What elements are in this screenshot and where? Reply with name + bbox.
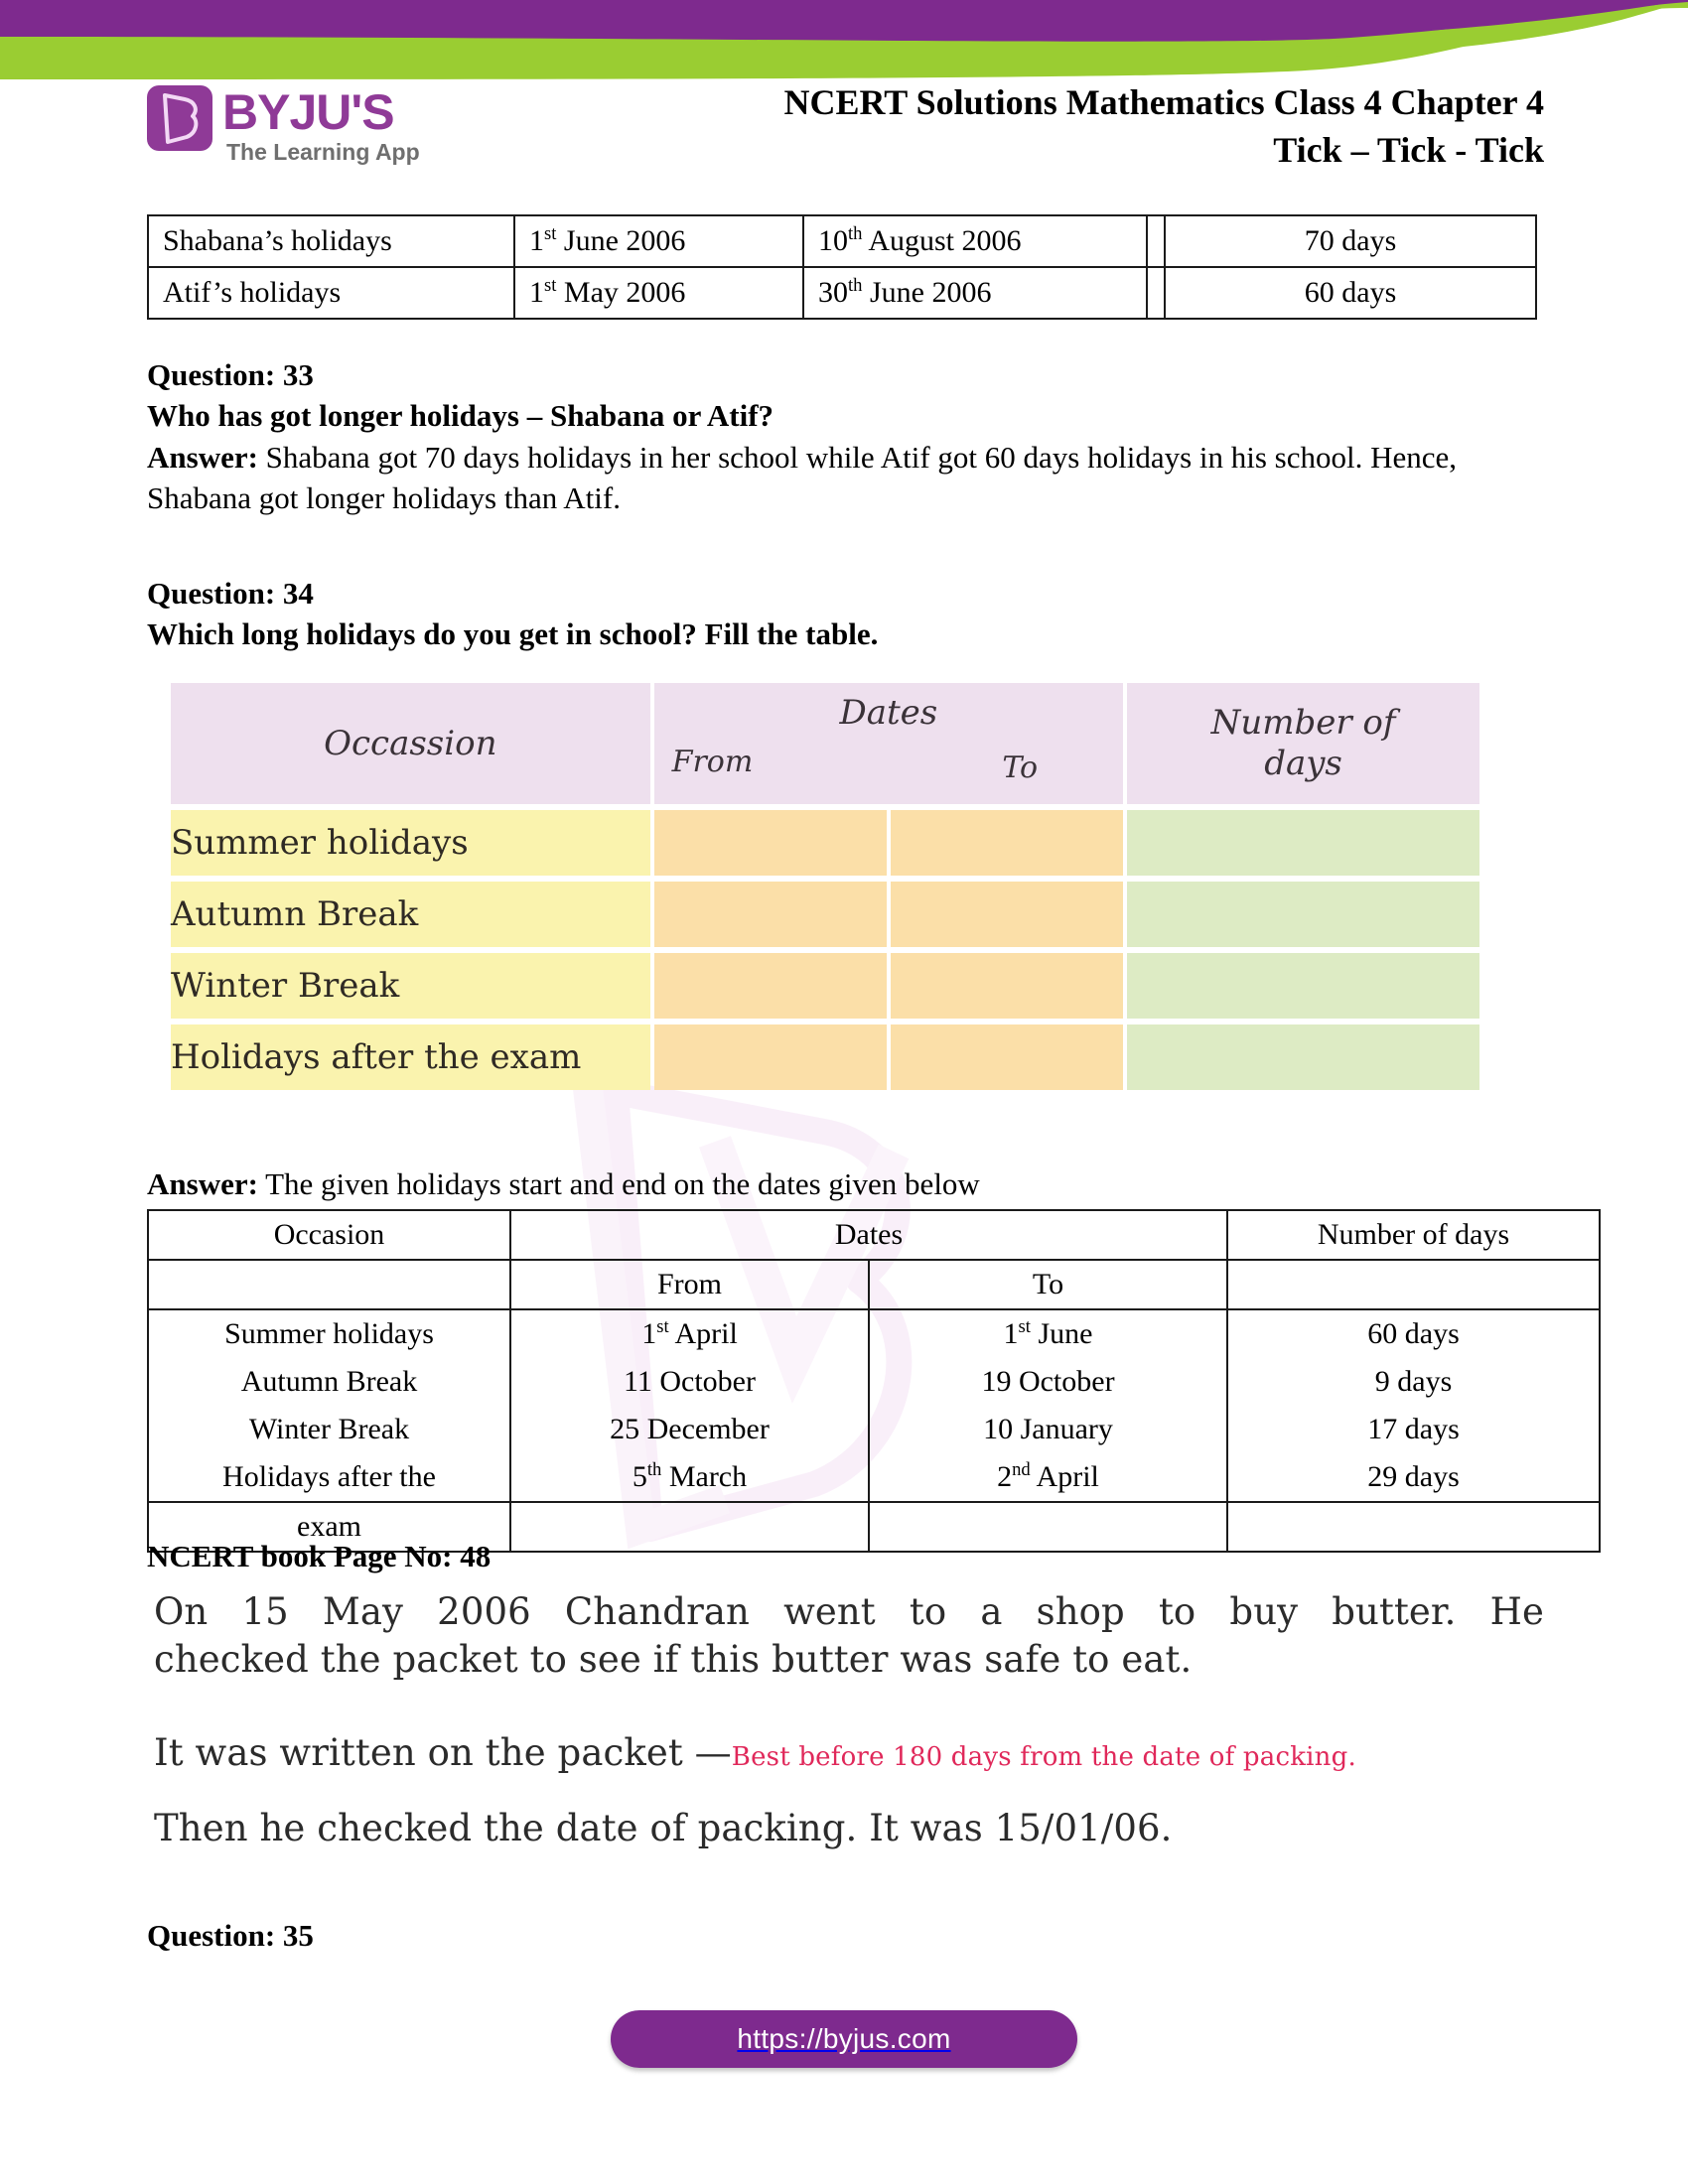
cell-from: 11 October (510, 1358, 869, 1406)
input-number-of-days[interactable] (1127, 953, 1479, 1019)
cell-to: 1st June (869, 1309, 1227, 1358)
header-dates-title: Dates (839, 693, 938, 733)
cell-days: 29 days (1227, 1453, 1600, 1502)
fill-table-row (171, 953, 1479, 1019)
input-to-date[interactable] (891, 810, 1123, 876)
ncert-book-scan-block (154, 1588, 1544, 1684)
question-33-text: Who has got longer holidays – Shabana or Atif? (147, 397, 774, 433)
cell-occasion: Winter Break (171, 953, 650, 1019)
cell-to-date: 10th August 2006 (803, 215, 1147, 267)
question-34-block (147, 574, 1537, 655)
cell-from: 1st April (510, 1309, 869, 1358)
cell-to-date: 30th June 2006 (803, 267, 1147, 319)
question-33-label: Question: 33 (147, 357, 314, 392)
subheader-to: To (869, 1260, 1227, 1309)
cell-spacer (1147, 215, 1165, 267)
book-line-1: On 15 May 2006 Chandran went to a shop to buy butter. He (154, 1590, 1544, 1633)
table-row (148, 267, 1536, 319)
cell-to: 19 October (869, 1358, 1227, 1406)
answer-table-subheader-row (148, 1260, 1600, 1309)
cell-occasion: Summer holidays (148, 1309, 510, 1358)
subheader-blank-2 (1227, 1260, 1600, 1309)
page-title (551, 79, 1544, 174)
answer-label: Answer: (147, 1166, 258, 1201)
fill-in-holidays-table[interactable] (167, 677, 1483, 1096)
header-number-of-days: Number of days (1227, 1210, 1600, 1260)
cell-spacer (1147, 267, 1165, 319)
question-34-text: Which long holidays do you get in school? Fill the table. (147, 615, 879, 651)
question-35-block (147, 1916, 1537, 1957)
question-35-label: Question: 35 (147, 1918, 314, 1953)
input-from-date[interactable] (654, 953, 887, 1019)
question-34-label: Question: 34 (147, 576, 314, 611)
book-line-3-red: Best before 180 days from the date of packing. (731, 1742, 1356, 1772)
question-33-answer (147, 437, 1537, 519)
cell-from: 25 December (510, 1406, 869, 1453)
byjus-logo-text: BYJU'S (222, 84, 394, 140)
cell-from: 5th March (510, 1453, 869, 1502)
ncert-book-scan-block-3 (154, 1805, 1544, 1852)
question-33-block (147, 355, 1537, 519)
table-row (148, 215, 1536, 267)
header-occasion: Occassion (171, 683, 650, 804)
header-dates (654, 683, 1123, 804)
page-title-line-1: NCERT Solutions Mathematics Class 4 Chapter 4 (783, 82, 1544, 122)
header-dates-from: From (671, 745, 754, 779)
table-row (148, 1406, 1600, 1453)
header-days-line-1: Number of (1210, 702, 1396, 743)
subheader-from: From (510, 1260, 869, 1309)
cell-occasion: Summer holidays (171, 810, 650, 876)
cell-occasion: Autumn Break (148, 1358, 510, 1406)
byjus-url-text: https://byjus.com (737, 2023, 951, 2054)
question-34-answer-block (147, 1163, 1537, 1205)
cell-to: 2nd April (869, 1453, 1227, 1502)
cell-days: 60 days (1227, 1309, 1600, 1358)
header-number-of-days (1127, 683, 1479, 804)
cell-days: 60 days (1165, 267, 1536, 319)
fill-table-row (171, 1024, 1479, 1090)
cell-occasion: Autumn Break (171, 882, 650, 947)
input-from-date[interactable] (654, 810, 887, 876)
cell-person: Shabana’s holidays (148, 215, 514, 267)
table-row (148, 1309, 1600, 1358)
book-line-3 (154, 1729, 1544, 1777)
header-dates: Dates (510, 1210, 1227, 1260)
book-line-3-black: It was written on the packet — (154, 1731, 732, 1774)
cell-from-date: 1st June 2006 (514, 215, 803, 267)
input-from-date[interactable] (654, 1024, 887, 1090)
fill-table-row (171, 810, 1479, 876)
ncert-book-scan-block-2 (154, 1729, 1544, 1777)
input-from-date[interactable] (654, 882, 887, 947)
book-line-4: Then he checked the date of packing. It was 15/01/06. (154, 1807, 1173, 1849)
fill-table-header-row (171, 683, 1479, 804)
page-header (0, 69, 1688, 184)
cell-person: Atif’s holidays (148, 267, 514, 319)
byjus-logo-icon (147, 85, 212, 151)
input-to-date[interactable] (891, 1024, 1123, 1090)
input-to-date[interactable] (891, 953, 1123, 1019)
ncert-page-label: NCERT book Page No: 48 (147, 1539, 492, 1573)
header-occasion: Occasion (148, 1210, 510, 1260)
cell-occasion: Winter Break (148, 1406, 510, 1453)
cell-from-date: 1st May 2006 (514, 267, 803, 319)
answer-body: The given holidays start and end on the dates given below (257, 1166, 980, 1201)
byjus-logo (147, 85, 455, 171)
cell-days: 9 days (1227, 1358, 1600, 1406)
page-title-line-2: Tick – Tick - Tick (1273, 129, 1544, 170)
answer-label: Answer: (147, 439, 258, 475)
answer-body: Shabana got 70 days holidays in her school while Atif got 60 days holidays in his school. Hence, Shabana got longer holidays than Atif. (147, 439, 1458, 516)
subheader-blank (148, 1260, 510, 1309)
book-line-2: checked the packet to see if this butter was safe to eat. (154, 1638, 1193, 1682)
cell-days: 17 days (1227, 1406, 1600, 1453)
byjus-logo-tagline: The Learning App (226, 139, 420, 165)
header-dates-to: To (1002, 751, 1039, 785)
ncert-page-reference-block (147, 1537, 1537, 1577)
input-to-date[interactable] (891, 882, 1123, 947)
holidays-answer-table (147, 1209, 1601, 1553)
holidays-comparison-table (147, 214, 1537, 320)
answer-table-header-row (148, 1210, 1600, 1260)
header-days-line-2: days (1264, 744, 1342, 783)
table-row (148, 1453, 1600, 1502)
cell-occasion-continued: exam (148, 1502, 510, 1552)
input-number-of-days[interactable] (1127, 1024, 1479, 1090)
cell-to: 10 January (869, 1406, 1227, 1453)
cell-occasion: Holidays after the exam (171, 1024, 650, 1090)
input-number-of-days[interactable] (1127, 810, 1479, 876)
fill-table-row (171, 882, 1479, 947)
table-row (148, 1358, 1600, 1406)
input-number-of-days[interactable] (1127, 882, 1479, 947)
cell-occasion: Holidays after the (148, 1453, 510, 1502)
cell-days: 70 days (1165, 215, 1536, 267)
answer-34-line (147, 1163, 1537, 1205)
byjus-url-button[interactable] (611, 2010, 1077, 2068)
